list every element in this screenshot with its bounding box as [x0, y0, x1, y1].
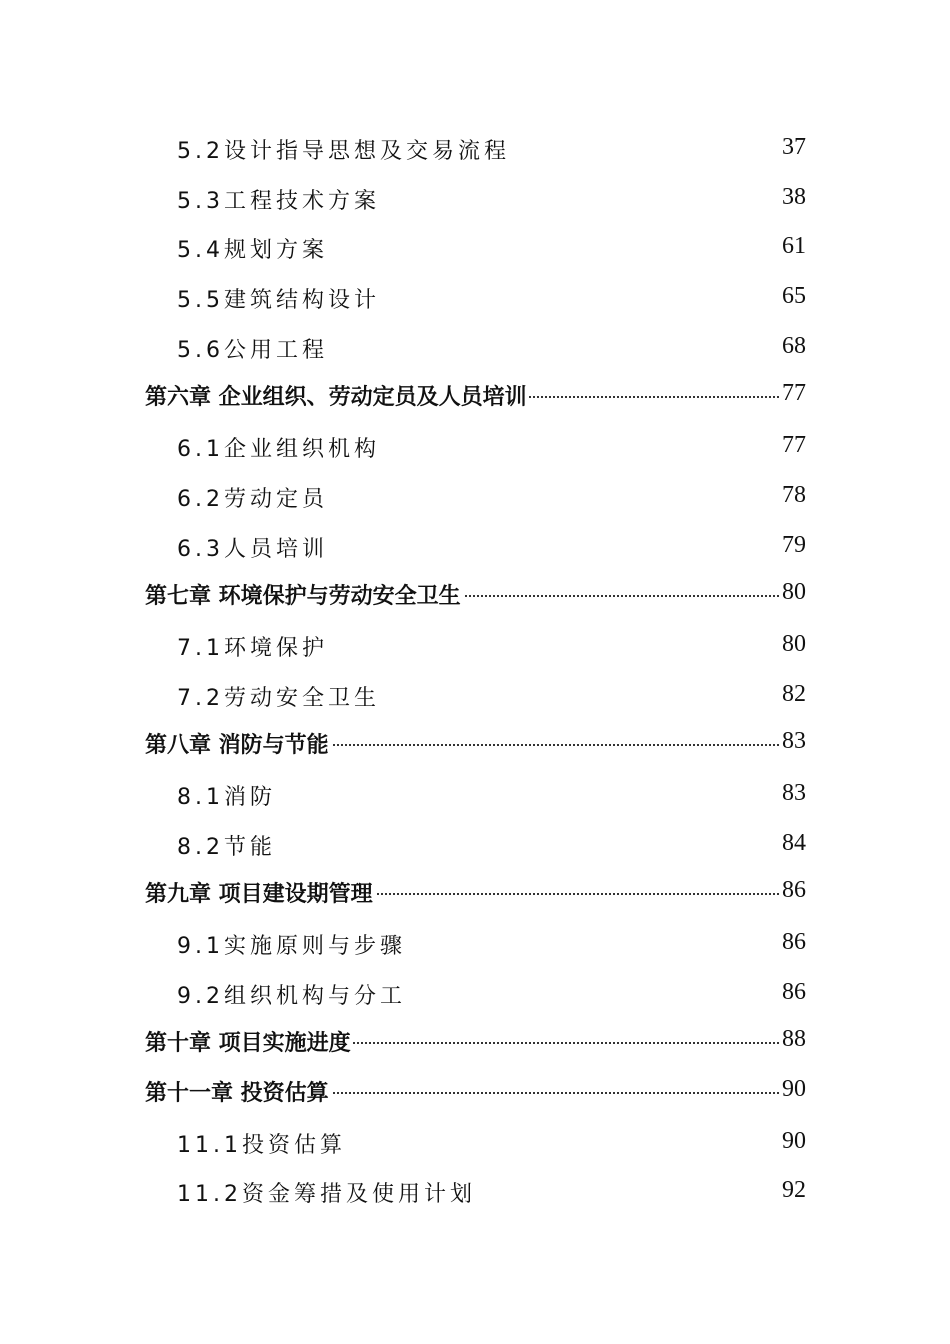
toc-page-number: 83 [782, 779, 806, 806]
toc-section-entry[interactable] [0, 820, 950, 870]
toc-page-number: 68 [782, 332, 806, 359]
toc-entry-title: 第八章 消防与节能 [145, 728, 331, 759]
toc-section-entry[interactable] [0, 273, 950, 323]
toc-section-entry[interactable] [0, 124, 950, 174]
toc-page-number: 80 [782, 579, 806, 606]
toc-page-number: 86 [782, 877, 806, 904]
toc-section-entry[interactable] [0, 323, 950, 373]
toc-section-entry[interactable] [0, 770, 950, 820]
toc-chapter-entry[interactable] [0, 571, 950, 621]
toc-page-number: 78 [782, 481, 806, 508]
toc-section-entry[interactable] [0, 1167, 950, 1217]
toc-page-number: 84 [782, 829, 806, 856]
toc-page-number: 90 [782, 1076, 806, 1103]
toc-entry-title: 5.6公用工程 [177, 337, 328, 363]
toc-chapter-entry[interactable] [0, 720, 950, 770]
toc-entry-title: 7.2劳动安全卫生 [177, 685, 380, 711]
toc-entry-title: 6.2劳动定员 [177, 486, 328, 512]
toc-section-entry[interactable] [0, 621, 950, 671]
toc-entry-title: 9.2组织机构与分工 [177, 983, 406, 1009]
toc-chapter-entry[interactable] [0, 869, 950, 919]
toc-page-number: 86 [782, 929, 806, 955]
toc-section-entry[interactable] [0, 1118, 950, 1168]
toc-page-number: 90 [782, 1127, 806, 1154]
toc-chapter-entry[interactable] [0, 372, 950, 422]
toc-page-number: 83 [782, 728, 806, 755]
toc-entry-title: 第九章 项目建设期管理 [145, 877, 375, 908]
toc-entry-title: 11.1投资估算 [177, 1132, 346, 1158]
toc-entry-title: 5.5建筑结构设计 [177, 288, 380, 314]
toc-page-number: 77 [782, 380, 806, 407]
toc-section-entry[interactable] [0, 919, 950, 969]
toc-page-number: 92 [782, 1177, 806, 1204]
toc-entry-title: 第十章 项目实施进度 [145, 1026, 353, 1057]
toc-entry-title: 5.2设计指导思想及交易流程 [177, 139, 510, 164]
toc-entry-title: 5.3工程技术方案 [177, 188, 380, 214]
toc-page-number: 88 [782, 1026, 806, 1053]
toc-section-entry[interactable] [0, 522, 950, 572]
toc-page-number: 65 [782, 283, 806, 310]
toc-chapter-entry[interactable] [0, 1068, 950, 1118]
toc-entry-title: 6.1企业组织机构 [177, 437, 380, 463]
toc-entry-title: 8.2节能 [177, 834, 276, 860]
toc-page-number: 82 [782, 680, 806, 707]
toc-section-entry[interactable] [0, 223, 950, 273]
toc-entry-title: 9.1实施原则与步骤 [177, 934, 406, 959]
toc-entry-title: 第十一章 投资估算 [145, 1076, 331, 1107]
toc-section-entry[interactable] [0, 174, 950, 224]
toc-entry-title: 8.1消防 [177, 784, 276, 810]
toc-entry-title: 5.4规划方案 [177, 238, 328, 264]
toc-section-entry[interactable] [0, 472, 950, 522]
toc-entry-title: 第六章 企业组织、劳动定员及人员培训 [145, 380, 529, 411]
toc-page-number: 80 [782, 630, 806, 657]
toc-entry-title: 6.3人员培训 [177, 536, 328, 562]
toc-entry-title: 11.2资金筹措及使用计划 [177, 1182, 476, 1208]
table-of-contents [0, 124, 950, 1217]
toc-section-entry[interactable] [0, 671, 950, 721]
toc-chapter-entry[interactable] [0, 1018, 950, 1068]
toc-section-entry[interactable] [0, 422, 950, 472]
toc-section-entry[interactable] [0, 969, 950, 1019]
toc-page-number: 77 [782, 432, 806, 459]
toc-page-number: 37 [782, 134, 806, 160]
toc-page-number: 38 [782, 183, 806, 210]
toc-page-number: 86 [782, 978, 806, 1005]
toc-entry-title: 7.1环境保护 [177, 635, 328, 661]
toc-page-number: 79 [782, 531, 806, 558]
toc-entry-title: 第七章 环境保护与劳动安全卫生 [145, 579, 463, 610]
toc-page-number: 61 [782, 233, 806, 260]
